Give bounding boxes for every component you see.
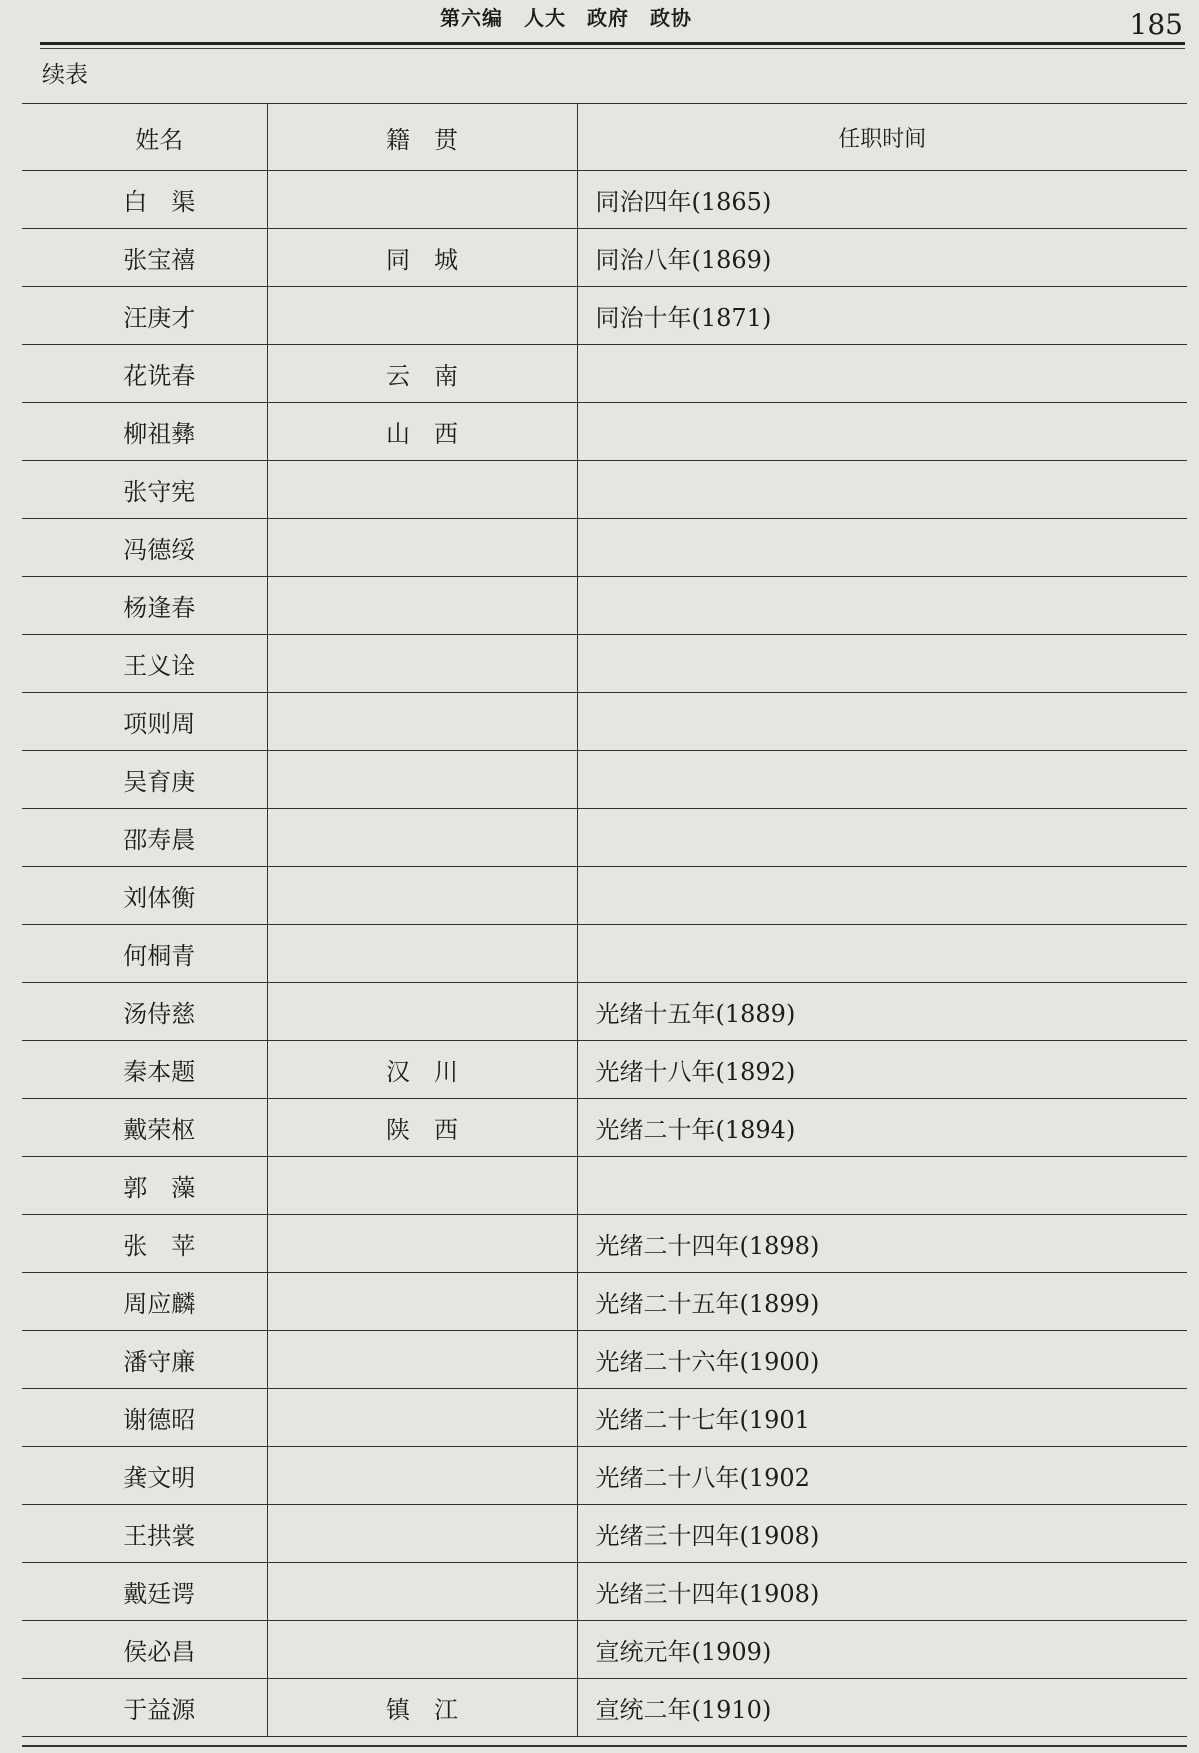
table-row: [22, 693, 1187, 751]
table-row: [22, 635, 1187, 693]
table-row: [22, 229, 1187, 287]
cell-term-time: [577, 635, 1187, 693]
cell-term-time: 光绪二十八年(1902: [577, 1447, 1187, 1505]
cell-term-time: [577, 461, 1187, 519]
cell-term-time: 光绪三十四年(1908): [577, 1563, 1187, 1621]
table-row: [22, 809, 1187, 867]
cell-name: 侯必昌: [22, 1621, 267, 1679]
table-row: [22, 1447, 1187, 1505]
cell-term-time: [577, 519, 1187, 577]
cell-term-time: [577, 867, 1187, 925]
table-row: [22, 1505, 1187, 1563]
cell-native-place: [267, 1331, 577, 1389]
cell-name: 谢德昭: [22, 1389, 267, 1447]
cell-native-place: [267, 1215, 577, 1273]
cell-term-time: 宣统二年(1910): [577, 1679, 1187, 1737]
table-row: [22, 1563, 1187, 1621]
table-row: [22, 867, 1187, 925]
table-row: [22, 461, 1187, 519]
column-header-name: 姓名: [22, 104, 267, 171]
cell-name: 花诜春: [22, 345, 267, 403]
cell-term-time: [577, 403, 1187, 461]
cell-name: 冯德绥: [22, 519, 267, 577]
table-row: [22, 983, 1187, 1041]
table-row: [22, 1389, 1187, 1447]
column-header-term-time: 任职时间: [577, 104, 1187, 171]
cell-native-place: [267, 1157, 577, 1215]
table-header-row: [22, 104, 1187, 171]
officials-table: [22, 103, 1187, 1737]
cell-native-place: [267, 1505, 577, 1563]
page-header: [0, 0, 1199, 60]
cell-term-time: 光绪十五年(1889): [577, 983, 1187, 1041]
cell-term-time: 同治四年(1865): [577, 171, 1187, 229]
cell-term-time: 同治十年(1871): [577, 287, 1187, 345]
table-row: [22, 1041, 1187, 1099]
table-row: [22, 1157, 1187, 1215]
cell-term-time: [577, 577, 1187, 635]
cell-native-place: [267, 983, 577, 1041]
cell-name: 王义诠: [22, 635, 267, 693]
cell-native-place: [267, 171, 577, 229]
cell-name: 项则周: [22, 693, 267, 751]
header-rule-thin: [40, 48, 1185, 49]
cell-native-place: 陕 西: [267, 1099, 577, 1157]
cell-name: 张 苹: [22, 1215, 267, 1273]
table-row: [22, 1331, 1187, 1389]
table-row: [22, 519, 1187, 577]
cell-native-place: [267, 1447, 577, 1505]
cell-term-time: 同治八年(1869): [577, 229, 1187, 287]
cell-name: 杨逢春: [22, 577, 267, 635]
cell-term-time: 宣统元年(1909): [577, 1621, 1187, 1679]
cell-native-place: [267, 1621, 577, 1679]
cell-native-place: [267, 1389, 577, 1447]
table-row: [22, 1215, 1187, 1273]
cell-term-time: [577, 809, 1187, 867]
cell-term-time: 光绪二十年(1894): [577, 1099, 1187, 1157]
table-row: [22, 1679, 1187, 1737]
table-row: [22, 577, 1187, 635]
cell-native-place: [267, 1563, 577, 1621]
cell-native-place: [267, 287, 577, 345]
chapter-title: 第六编 人大 政府 政协: [440, 6, 692, 30]
cell-term-time: 光绪二十五年(1899): [577, 1273, 1187, 1331]
cell-native-place: [267, 461, 577, 519]
cell-name: 刘体衡: [22, 867, 267, 925]
cell-name: 白 渠: [22, 171, 267, 229]
cell-name: 秦本题: [22, 1041, 267, 1099]
page-number: 185: [1129, 8, 1183, 41]
cell-term-time: [577, 345, 1187, 403]
cell-name: 周应麟: [22, 1273, 267, 1331]
header-rule-thick: [40, 42, 1185, 45]
cell-native-place: 山 西: [267, 403, 577, 461]
cell-term-time: [577, 1157, 1187, 1215]
cell-name: 吴育庚: [22, 751, 267, 809]
table-row: [22, 403, 1187, 461]
table-row: [22, 345, 1187, 403]
cell-native-place: [267, 925, 577, 983]
cell-name: 何桐青: [22, 925, 267, 983]
cell-term-time: 光绪二十六年(1900): [577, 1331, 1187, 1389]
cell-term-time: [577, 751, 1187, 809]
cell-name: 张守宪: [22, 461, 267, 519]
cell-native-place: [267, 519, 577, 577]
column-header-native-place: 籍 贯: [267, 104, 577, 171]
cell-term-time: 光绪十八年(1892): [577, 1041, 1187, 1099]
cell-name: 汤侍慈: [22, 983, 267, 1041]
cell-name: 潘守廉: [22, 1331, 267, 1389]
cell-name: 郭 藻: [22, 1157, 267, 1215]
cell-name: 于益源: [22, 1679, 267, 1737]
table-row: [22, 171, 1187, 229]
cell-native-place: 云 南: [267, 345, 577, 403]
cell-name: 张宝禧: [22, 229, 267, 287]
cell-native-place: [267, 635, 577, 693]
cell-native-place: 镇 江: [267, 1679, 577, 1737]
cell-name: 王拱裳: [22, 1505, 267, 1563]
cell-native-place: [267, 751, 577, 809]
cell-term-time: 光绪三十四年(1908): [577, 1505, 1187, 1563]
table-row: [22, 287, 1187, 345]
cell-name: 柳祖彝: [22, 403, 267, 461]
cell-native-place: [267, 577, 577, 635]
cell-native-place: [267, 693, 577, 751]
cell-term-time: [577, 925, 1187, 983]
cell-term-time: 光绪二十七年(1901: [577, 1389, 1187, 1447]
cell-name: 汪庚才: [22, 287, 267, 345]
cell-term-time: [577, 693, 1187, 751]
table-row: [22, 1273, 1187, 1331]
table-caption: 续表: [42, 62, 88, 88]
cell-native-place: [267, 867, 577, 925]
cell-native-place: 同 城: [267, 229, 577, 287]
cell-name: 戴荣枢: [22, 1099, 267, 1157]
cell-name: 邵寿晨: [22, 809, 267, 867]
cell-native-place: 汉 川: [267, 1041, 577, 1099]
cell-term-time: 光绪二十四年(1898): [577, 1215, 1187, 1273]
cell-name: 龚文明: [22, 1447, 267, 1505]
cell-native-place: [267, 1273, 577, 1331]
table-row: [22, 1099, 1187, 1157]
table-row: [22, 751, 1187, 809]
table-row: [22, 1621, 1187, 1679]
table-bottom-rule: [22, 1745, 1187, 1747]
cell-native-place: [267, 809, 577, 867]
table-row: [22, 925, 1187, 983]
cell-name: 戴廷谔: [22, 1563, 267, 1621]
